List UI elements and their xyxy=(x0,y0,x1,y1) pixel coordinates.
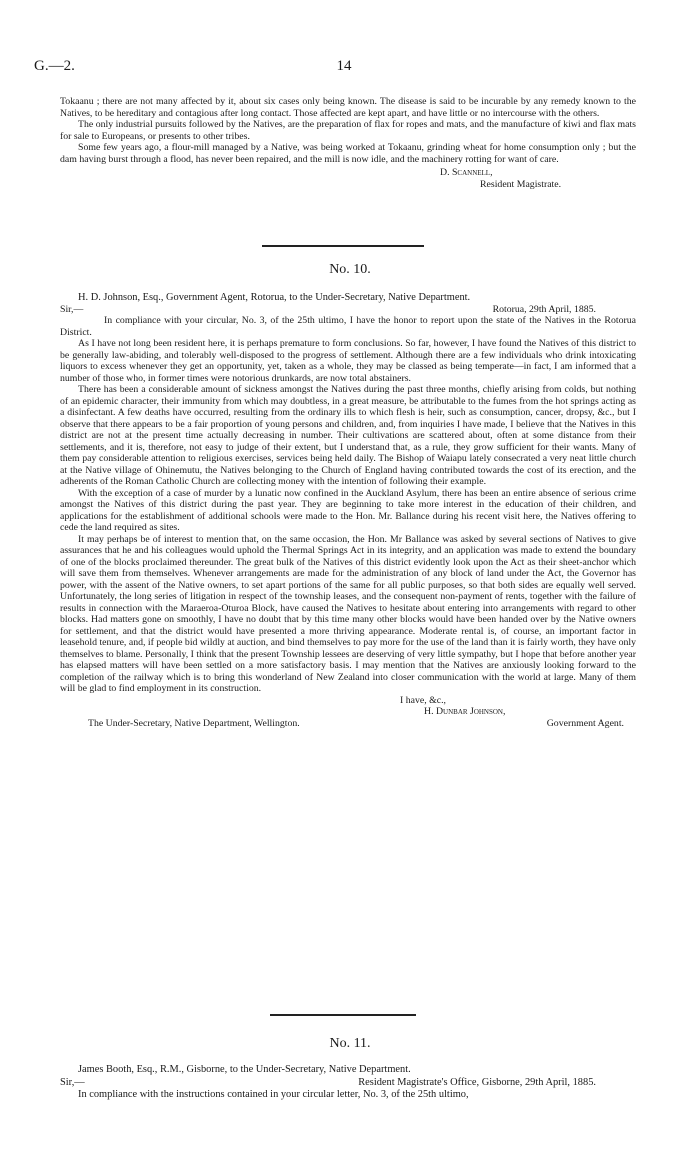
addressee-line xyxy=(60,718,636,730)
document-code: G.—2. xyxy=(34,58,75,74)
salutation: Sir,— xyxy=(60,1076,85,1088)
section-divider xyxy=(262,245,424,247)
addressee: The Under-Secretary, Native Department, Wellington. xyxy=(88,717,300,729)
paragraph: Some few years ago, a flour-mill managed by a Native, was being worked at Tokaanu, grinding wheat for home consumption only ; but the dam having burst through a flood, has never been repaired, and the mill is now idle, and the machinery rotting for want of care. xyxy=(60,142,636,165)
letter-heading: James Booth, Esq., R.M., Gisborne, to the Under-Secretary, Native Department. xyxy=(78,1064,411,1075)
salutation-line xyxy=(60,1077,636,1090)
place-date: Resident Magistrate's Office, Gisborne, 29th April, 1885. xyxy=(358,1076,596,1088)
paragraph: There has been a considerable amount of sickness amongst the Natives during the past three months, chiefly arising from colds, but nothing of an epidemic character, their immunity from which may doubtless, in a great measure, be attributable to the fumes from the hot springs acting as a disinfectant. A few deaths have occurred, resulting from the ordinary ills to which flesh is heir, such as consumption, cancer, dropsy, &c., but I observe that there appears to be a fair proportion of young persons and children, and, from inquiries I have made, I believe that the Natives in this district are not at the present time actually decreasing in number. Their cultivations are scattered about, often at some distance from their settlements, and it is, therefore, not easy to judge of their extent, but I understand that, as a rule, they grow sufficient for their wants. Many of them pay considerable attention to religious exercises, services being held daily. The Bishop of Waiapu lately consecrated a very neat little church at the Native village of Ohinemutu, the Natives belonging to the Church of England having contributed towards the cost of its erection, and the adherents of the Roman Catholic Church are collecting money with the intention of following their example. xyxy=(60,384,636,487)
signature-name: D. Scannell, xyxy=(440,167,493,178)
paragraph: In compliance with the instructions contained in your circular letter, No. 3, of the 25th ultimo, xyxy=(78,1089,469,1100)
paragraph: As I have not long been resident here, it is perhaps premature to form conclusions. So far, however, I have found the Natives of this district to be generally law-abiding, and tolerably well-disposed to the progress of settlement. Although there are a few individuals who drink intoxicating liquors to excess whenever they get an opportunity, yet, taken as a whole, they may be classed as being temperate—in fact, I am informed that a number of those who, in former times were notorious drunkards, are now total abstainers. xyxy=(60,338,636,384)
paragraph: It may perhaps be of interest to mention that, on the same occasion, the Hon. Mr Ballance was asked by several sections of Natives to give assurances that he and his colleagues would uphold the Thermal Springs Act in its integrity, and an application was made to extend the boundary of one of the blocks proclaimed thereunder. The great bulk of the Natives of this district evidently look upon the Act as their sheet-anchor which will save them from themselves. Whenever arrangements are made for the administration of any block of land under the Act, the Governor has power, with the assent of the Native owners, to set apart portions of the same for all public purposes, so that both sides are equally well served. Unfortunately, the long series of litigation in respect of the township leases, and the consequent non-payment of rents, together with the failure of results in connection with the Maraeroa-Oturoa Block, have caused the Natives to hesitate about entering into arrangements with regard to other blocks. Had matters gone on smoothly, I have no doubt that by this time many other blocks would have been handed over by the Native owners for settlement, and that the district would have presented a more thriving appearance. Moderate rental is, of course, an important factor in leasehold tenure, and, if people bid wildly at auction, and bind themselves to pay more for the use of the land than it is fairly worth, they have only themselves to blame. Personally, I think that the present Township lessees are deserving of very little sympathy, but I hope that before another year has elapsed matters will have been settled on a more satisfactory basis. I may mention that the Natives are anxiously looking forward to the completion of the railway which is to bring this wonderland of New Zealand into closer communication with the world at large. Many of them will be glad to find employment in its construction. xyxy=(60,533,636,694)
closing: I have, &c., xyxy=(400,694,446,706)
letter-10 xyxy=(60,292,636,729)
paragraph: The only industrial pursuits followed by the Natives, are the preparation of flax for ropes and mats, and the manufacture of kiwi and flax mats for sale to Europeans, or presents to other tribes. xyxy=(60,119,636,142)
letter-number: No. 10. xyxy=(329,262,371,277)
paragraph: In compliance with your circular, No. 3, of the 25th ultimo, I have the honor to report upon the state of the Natives in the Rotorua District. xyxy=(60,315,636,338)
letter-heading: H. D. Johnson, Esq., Government Agent, Rotorua, to the Under-Secretary, Native Department. xyxy=(78,292,471,303)
place-date: Rotorua, 29th April, 1885. xyxy=(492,303,596,315)
letter-number: No. 11. xyxy=(329,1036,371,1051)
previous-letter-end xyxy=(60,96,636,190)
paragraph: Tokaanu ; there are not many affected by it, about six cases only being known. The disease is said to be incurable by any remedy known to the Natives, to be hereditary and contagious after long contact. Those affected are kept apart, and have little or no intercourse with the others. xyxy=(60,96,636,119)
salutation: Sir,— xyxy=(60,303,84,315)
paragraph: With the exception of a case of murder by a lunatic now confined in the Auckland Asylum, there has been an entire absence of serious crime amongst the Natives of this district during the past year. They are beginning to take more interest in the education of their children, and applications for the establishment of additional schools were made to the Hon. Mr. Ballance during his recent visit here, the Natives offering to cede the land required as sites. xyxy=(60,487,636,533)
signature-title: Resident Magistrate. xyxy=(480,178,562,190)
salutation-line xyxy=(60,304,636,316)
page-number: 14 xyxy=(336,58,352,74)
page-header xyxy=(34,58,654,78)
signature-name: H. Dunbar Johnson, xyxy=(424,706,506,717)
signature-title: Government Agent. xyxy=(546,717,624,729)
letter-11 xyxy=(60,1064,636,1102)
section-divider xyxy=(270,1014,416,1016)
